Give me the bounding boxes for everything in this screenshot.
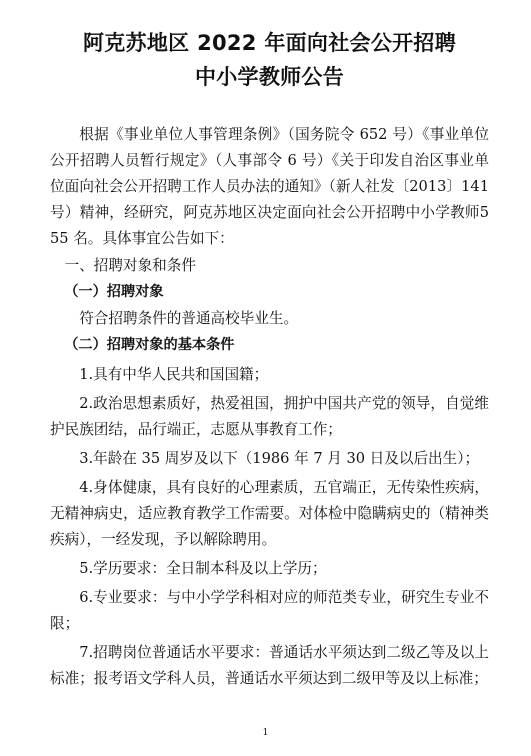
condition-item-1: 1.具有中华人民共和国国籍； [79,366,269,383]
section1-heading: 一、招聘对象和条件 [64,257,196,274]
condition-item-5: 5.学历要求：全日制本科及以上学历； [79,560,327,577]
condition-item-7: 7.招聘岗位普通话水平要求：普通话水平须达到二级乙等及以上标准；报考语文学科人员，普通话水平须达到二级甲等及以上标准； [50,644,489,687]
page-number: 1 [262,728,269,738]
subsection1-text: 符合招聘条件的普通高校毕业生。 [79,310,299,327]
condition-item-4: 4.身体健康，具有良好的心理素质，五官端正，无传染性疾病，无精神病史，适应教育教学工作需要。对体检中隐瞒病史的（精神类疾病），一经发现，予以解除聘用。 [50,479,489,548]
document-title-line2: 中小学教师公告 [194,65,345,89]
condition-item-6: 6.专业要求：与中小学学科相对应的师范类专业，研究生专业不限； [50,589,489,632]
subsection2-heading: （二）招聘对象的基本条件 [64,337,235,353]
document-title-line1: 阿克苏地区 2022 年面向社会公开招聘 [82,31,457,55]
intro-paragraph: 根据《事业单位人事管理条例》（国务院令 652 号）《事业单位公开招聘人员暂行规定》（人事部令 6 号）《关于印发自治区事业单位面向社会公开招聘工作人员办法的通知》（新人社发〔2013〕141号）精神，经研究，阿克苏地区决定面向社会公开招聘中小学教师555 名。具体事宜公告如下： [50,126,489,247]
condition-item-3: 3.年龄在 35 周岁及以下（1986 年 7 月 30 日及以后出生）； [79,450,480,467]
condition-item-2: 2.政治思想素质好，热爱祖国，拥护中国共产党的领导，自觉维护民族团结，品行端正，志愿从事教育工作； [50,395,489,438]
conditions-list [50,362,489,692]
subsection1-heading: （一）招聘对象 [64,284,164,300]
